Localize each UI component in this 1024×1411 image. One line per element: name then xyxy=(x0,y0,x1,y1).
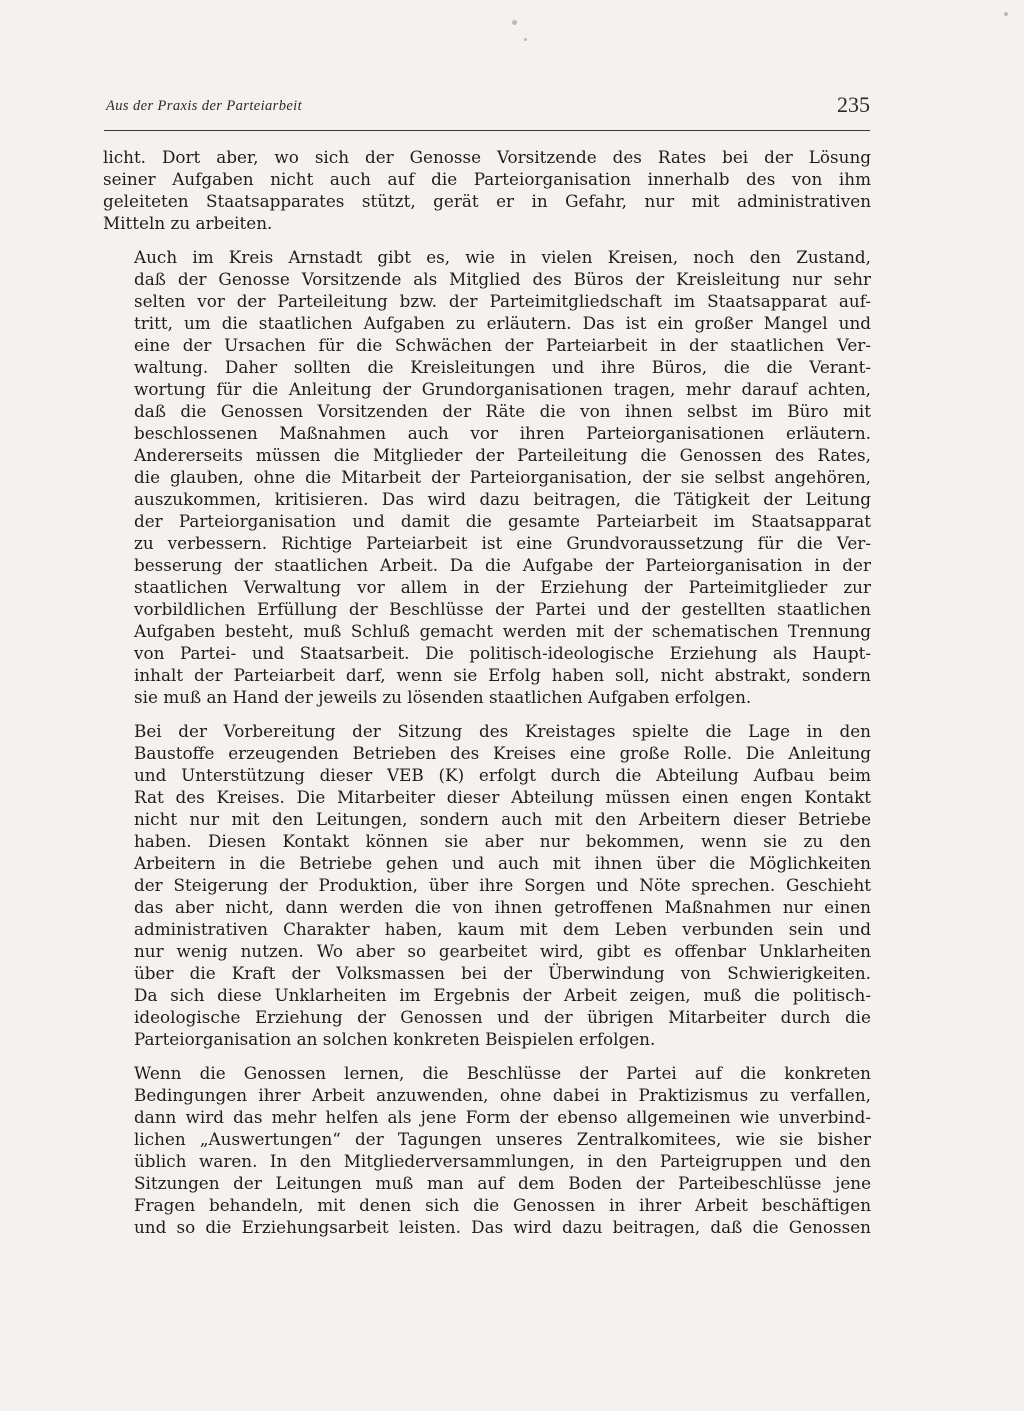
paragraph xyxy=(103,1062,871,1238)
paper-speck xyxy=(524,38,527,41)
text-line: die glauben, ohne die Mitarbeit der Parteiorganisation, der sie selbst angehören, xyxy=(134,467,871,487)
text-line: inhalt der Parteiarbeit darf, wenn sie Erfolg haben soll, nicht abstrakt, sondern xyxy=(134,665,871,685)
text-line: Rat des Kreises. Die Mitarbeiter dieser Abteilung müssen einen engen Kontakt xyxy=(134,787,871,807)
text-line: das aber nicht, dann werden die von ihnen getroffenen Maßnahmen nur einen xyxy=(134,897,871,917)
text-line: ideologische Erziehung der Genossen und der übrigen Mitarbeiter durch die xyxy=(134,1007,871,1027)
text-line: Sitzungen der Leitungen muß man auf dem Boden der Parteibeschlüsse jene xyxy=(134,1173,871,1193)
text-line: und so die Erziehungsarbeit leisten. Das wird dazu beitragen, daß die Genossen xyxy=(134,1217,871,1237)
text-line: Wenn die Genossen lernen, die Beschlüsse der Partei auf die konkreten xyxy=(134,1063,871,1083)
text-line: Baustoffe erzeugenden Betrieben des Kreises eine große Rolle. Die Anleitung xyxy=(134,743,871,763)
running-head: Aus der Praxis der Parteiarbeit xyxy=(106,98,303,114)
text-line: geleiteten Staatsapparates stützt, gerät er in Gefahr, nur mit administrativen xyxy=(103,191,871,211)
paragraph xyxy=(103,246,871,708)
text-line: über die Kraft der Volksmassen bei der Überwindung von Schwierigkeiten. xyxy=(134,963,871,983)
text-line: eine der Ursachen für die Schwächen der Parteiarbeit in der staatlichen Ver- xyxy=(134,335,871,355)
text-line: und Unterstützung dieser VEB (K) erfolgt durch die Abteilung Aufbau beim xyxy=(134,765,871,785)
text-line: dann wird das mehr helfen als jene Form der ebenso allgemeinen wie unverbind- xyxy=(134,1107,871,1127)
text-line: üblich waren. In den Mitgliederversammlungen, in den Parteigruppen und den xyxy=(134,1151,871,1171)
text-line: selten vor der Parteileitung bzw. der Parteimitgliedschaft im Staatsapparat auf- xyxy=(134,291,871,311)
text-line: beschlossenen Maßnahmen auch vor ihren Parteiorganisationen erläutern. xyxy=(134,423,871,443)
text-line: Parteiorganisation an solchen konkreten Beispielen erfolgen. xyxy=(134,1029,656,1049)
text-line: auszukommen, kritisieren. Das wird dazu beitragen, die Tätigkeit der Leitung xyxy=(134,489,871,509)
body-text xyxy=(103,146,871,1238)
text-line: besserung der staatlichen Arbeit. Da die Aufgabe der Parteiorganisation in der xyxy=(134,555,871,575)
paper-speck xyxy=(1004,12,1008,16)
text-line: wortung für die Anleitung der Grundorganisationen tragen, mehr darauf achten, xyxy=(134,379,871,399)
page-number: 235 xyxy=(837,92,870,117)
text-line: haben. Diesen Kontakt können sie aber nur bekommen, wenn sie zu den xyxy=(134,831,871,851)
text-line: daß die Genossen Vorsitzenden der Räte die von ihnen selbst im Büro mit xyxy=(134,401,871,421)
text-line: Mitteln zu arbeiten. xyxy=(103,213,273,233)
text-line: Fragen behandeln, mit denen sich die Genossen in ihrer Arbeit beschäftigen xyxy=(134,1195,871,1215)
text-line: Da sich diese Unklarheiten im Ergebnis der Arbeit zeigen, muß die politisch- xyxy=(134,985,871,1005)
text-line: administrativen Charakter haben, kaum mit dem Leben verbunden sein und xyxy=(134,919,871,939)
paper-speck xyxy=(512,20,517,25)
text-line: Arbeitern in die Betriebe gehen und auch mit ihnen über die Möglichkeiten xyxy=(134,853,871,873)
text-line: sie muß an Hand der jeweils zu lösenden staatlichen Aufgaben erfolgen. xyxy=(134,687,752,707)
text-line: Andererseits müssen die Mitglieder der Parteileitung die Genossen des Rates, xyxy=(134,445,871,465)
text-line: licht. Dort aber, wo sich der Genosse Vorsitzende des Rates bei der Lösung xyxy=(103,147,871,167)
text-line: Bedingungen ihrer Arbeit anzuwenden, ohne dabei in Praktizismus zu verfallen, xyxy=(134,1085,871,1105)
text-line: von Partei- und Staatsarbeit. Die politisch-ideologische Erziehung als Haupt- xyxy=(134,643,871,663)
text-line: nur wenig nutzen. Wo aber so gearbeitet wird, gibt es offenbar Unklarheiten xyxy=(134,941,871,961)
paragraph xyxy=(103,146,871,234)
page-header xyxy=(104,92,870,131)
text-line: Auch im Kreis Arnstadt gibt es, wie in vielen Kreisen, noch den Zustand, xyxy=(134,247,871,267)
text-line: staatlichen Verwaltung vor allem in der Erziehung der Parteimitglieder zur xyxy=(134,577,871,597)
text-line: Aufgaben besteht, muß Schluß gemacht werden mit der schematischen Trennung xyxy=(134,621,871,641)
text-line: der Parteiorganisation und damit die gesamte Parteiarbeit im Staatsapparat xyxy=(134,511,871,531)
text-line: tritt, um die staatlichen Aufgaben zu erläutern. Das ist ein großer Mangel und xyxy=(134,313,871,333)
text-line: daß der Genosse Vorsitzende als Mitglied des Büros der Kreisleitung nur sehr xyxy=(134,269,871,289)
text-line: nicht nur mit den Leitungen, sondern auch mit den Arbeitern dieser Betriebe xyxy=(134,809,871,829)
text-line: Bei der Vorbereitung der Sitzung des Kreistages spielte die Lage in den xyxy=(134,721,871,741)
paragraph xyxy=(103,720,871,1050)
text-line: seiner Aufgaben nicht auch auf die Parteiorganisation innerhalb des von ihm xyxy=(103,169,871,189)
text-line: vorbildlichen Erfüllung der Beschlüsse der Partei und der gestellten staatlichen xyxy=(134,599,871,619)
text-line: lichen „Auswertungen“ der Tagungen unseres Zentralkomitees, wie sie bisher xyxy=(134,1129,871,1149)
text-line: der Steigerung der Produktion, über ihre Sorgen und Nöte sprechen. Geschieht xyxy=(134,875,871,895)
text-line: zu verbessern. Richtige Parteiarbeit ist eine Grundvoraussetzung für die Ver- xyxy=(134,533,871,553)
text-line: waltung. Daher sollten die Kreisleitungen und ihre Büros, die die Verant- xyxy=(134,357,871,377)
